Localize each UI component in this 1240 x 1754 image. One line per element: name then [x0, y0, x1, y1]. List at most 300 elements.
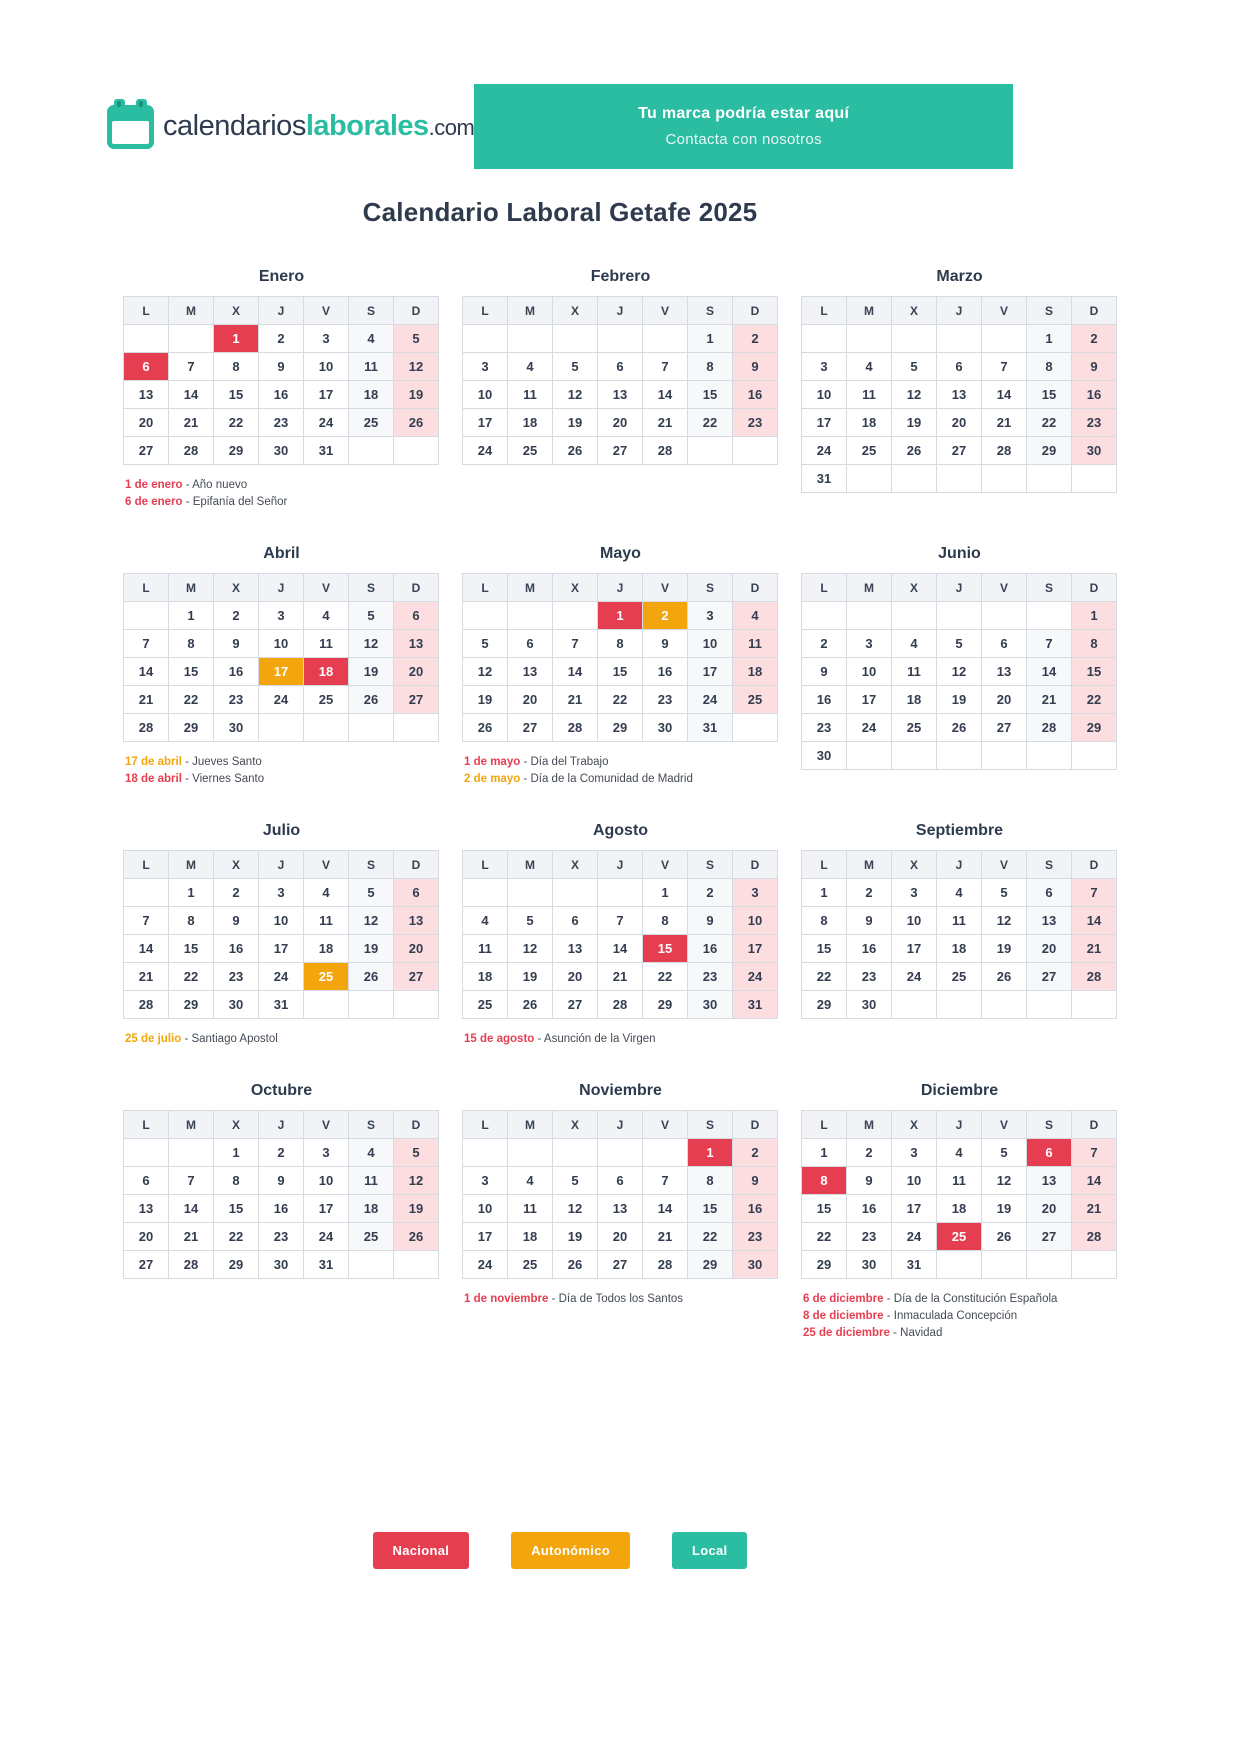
- day-cell: 6: [553, 907, 598, 935]
- day-cell: 5: [394, 1139, 439, 1167]
- day-cell: 19: [463, 686, 508, 714]
- week-row: [124, 935, 439, 963]
- day-cell-empty: [892, 991, 937, 1019]
- day-cell: 29: [802, 991, 847, 1019]
- weekday-header: L: [124, 1111, 169, 1139]
- day-cell: 27: [124, 437, 169, 465]
- weekday-header: M: [169, 1111, 214, 1139]
- day-cell-empty: [847, 742, 892, 770]
- week-row: [124, 879, 439, 907]
- month-table: [462, 573, 778, 742]
- day-cell: 30: [1072, 437, 1117, 465]
- day-cell: 6: [598, 1167, 643, 1195]
- day-cell-empty: [553, 879, 598, 907]
- day-cell: 25: [508, 1251, 553, 1279]
- weekday-header-row: [802, 574, 1117, 602]
- day-cell: 6: [124, 1167, 169, 1195]
- day-cell-empty: [802, 325, 847, 353]
- site-logo[interactable]: [107, 105, 474, 149]
- day-cell: 4: [304, 602, 349, 630]
- holiday-note: [464, 1291, 779, 1308]
- day-cell: 27: [124, 1251, 169, 1279]
- day-cell: 21: [643, 409, 688, 437]
- weekday-header-row: [124, 297, 439, 325]
- day-cell-holiday: 25: [304, 963, 349, 991]
- month-notes: [123, 1031, 440, 1048]
- weekday-header: S: [1027, 574, 1072, 602]
- day-cell: 5: [349, 602, 394, 630]
- day-cell: 27: [598, 1251, 643, 1279]
- weekday-header: L: [802, 574, 847, 602]
- day-cell: 23: [802, 714, 847, 742]
- day-cell: 24: [892, 963, 937, 991]
- weekday-header: M: [169, 574, 214, 602]
- day-cell: 24: [463, 437, 508, 465]
- day-cell: 3: [259, 602, 304, 630]
- weekday-header: V: [304, 1111, 349, 1139]
- weekday-header: J: [937, 1111, 982, 1139]
- day-cell-empty: [1027, 742, 1072, 770]
- day-cell: 23: [847, 1223, 892, 1251]
- day-cell-empty: [1027, 1251, 1072, 1279]
- ad-banner[interactable]: [474, 84, 1013, 169]
- day-cell: 18: [937, 935, 982, 963]
- day-cell: 28: [553, 714, 598, 742]
- day-cell: 25: [847, 437, 892, 465]
- weekday-header: J: [937, 574, 982, 602]
- day-cell: 18: [937, 1195, 982, 1223]
- weekday-header: S: [688, 297, 733, 325]
- day-cell: 11: [463, 935, 508, 963]
- day-cell: 1: [802, 879, 847, 907]
- day-cell: 27: [553, 991, 598, 1019]
- day-cell: 20: [124, 409, 169, 437]
- day-cell: 11: [349, 1167, 394, 1195]
- weekday-header: V: [982, 297, 1027, 325]
- month-table: [462, 296, 778, 465]
- day-cell: 16: [802, 686, 847, 714]
- day-cell: 13: [598, 381, 643, 409]
- day-cell: 7: [124, 630, 169, 658]
- month-mayo: [462, 545, 779, 788]
- day-cell: 29: [643, 991, 688, 1019]
- day-cell: 19: [982, 935, 1027, 963]
- weekday-header: X: [214, 297, 259, 325]
- month-title: Febrero: [590, 268, 651, 285]
- day-cell: 1: [1072, 602, 1117, 630]
- week-row: [463, 409, 778, 437]
- day-cell-empty: [394, 991, 439, 1019]
- page-title: Calendario Laboral Getafe 2025: [362, 197, 758, 227]
- week-row: [124, 714, 439, 742]
- week-row: [463, 1223, 778, 1251]
- day-cell: 25: [892, 714, 937, 742]
- weekday-header: V: [643, 851, 688, 879]
- day-cell: 23: [688, 963, 733, 991]
- day-cell: 8: [598, 630, 643, 658]
- day-cell: 8: [169, 630, 214, 658]
- weekday-header: M: [847, 297, 892, 325]
- day-cell: 21: [169, 1223, 214, 1251]
- day-cell: 8: [214, 353, 259, 381]
- weekday-header: V: [304, 297, 349, 325]
- day-cell-empty: [463, 879, 508, 907]
- day-cell: 17: [802, 409, 847, 437]
- month-noviembre: [462, 1082, 779, 1308]
- day-cell: 17: [463, 1223, 508, 1251]
- day-cell: 26: [982, 963, 1027, 991]
- day-cell: 10: [733, 907, 778, 935]
- day-cell-empty: [937, 602, 982, 630]
- day-cell: 12: [982, 907, 1027, 935]
- week-row: [802, 935, 1117, 963]
- weekday-header: M: [508, 297, 553, 325]
- day-cell-empty: [733, 714, 778, 742]
- legend-local-button[interactable]: Local: [672, 1532, 747, 1569]
- week-row: [463, 991, 778, 1019]
- day-cell: 20: [598, 1223, 643, 1251]
- weekday-header: S: [349, 297, 394, 325]
- day-cell: 27: [1027, 963, 1072, 991]
- day-cell: 11: [304, 630, 349, 658]
- month-table: [123, 850, 439, 1019]
- weekday-header: V: [304, 851, 349, 879]
- day-cell: 16: [688, 935, 733, 963]
- day-cell: 4: [508, 353, 553, 381]
- day-cell: 18: [847, 409, 892, 437]
- month-title: Enero: [258, 268, 305, 285]
- day-cell: 4: [349, 325, 394, 353]
- day-cell: 16: [214, 935, 259, 963]
- weekday-header: M: [169, 851, 214, 879]
- day-cell: 19: [553, 1223, 598, 1251]
- day-cell: 2: [847, 1139, 892, 1167]
- week-row: [802, 963, 1117, 991]
- day-cell: 13: [394, 630, 439, 658]
- day-cell: 2: [214, 879, 259, 907]
- day-cell: 26: [937, 714, 982, 742]
- day-cell: 6: [937, 353, 982, 381]
- day-cell: 29: [169, 714, 214, 742]
- month-table: [462, 1110, 778, 1279]
- day-cell: 26: [892, 437, 937, 465]
- day-cell: 22: [802, 1223, 847, 1251]
- week-row: [802, 409, 1117, 437]
- note-text: - Asunción de la Virgen: [534, 1033, 656, 1045]
- holiday-note: [803, 1325, 1118, 1342]
- week-row: [802, 658, 1117, 686]
- day-cell: 10: [688, 630, 733, 658]
- day-cell: 8: [1072, 630, 1117, 658]
- month-notes: [801, 1291, 1118, 1342]
- day-cell-empty: [508, 602, 553, 630]
- day-cell: 12: [553, 1195, 598, 1223]
- day-cell: 31: [892, 1251, 937, 1279]
- week-row: [124, 1139, 439, 1167]
- holiday-note: [125, 477, 440, 494]
- month-table: [123, 1110, 439, 1279]
- day-cell: 14: [124, 935, 169, 963]
- week-row: [124, 658, 439, 686]
- day-cell: 21: [169, 409, 214, 437]
- day-cell-empty: [802, 602, 847, 630]
- day-cell: 18: [304, 935, 349, 963]
- day-cell: 30: [802, 742, 847, 770]
- weekday-header: L: [124, 851, 169, 879]
- week-row: [802, 742, 1117, 770]
- day-cell: 2: [1072, 325, 1117, 353]
- day-cell-empty: [124, 325, 169, 353]
- weekday-header: X: [892, 851, 937, 879]
- weekday-header: S: [688, 1111, 733, 1139]
- day-cell-empty: [982, 742, 1027, 770]
- weekday-header: D: [1072, 851, 1117, 879]
- week-row: [463, 381, 778, 409]
- day-cell-empty: [598, 879, 643, 907]
- holiday-note: [125, 1031, 440, 1048]
- day-cell-empty: [643, 1139, 688, 1167]
- day-cell: 13: [508, 658, 553, 686]
- day-cell-empty: [169, 1139, 214, 1167]
- day-cell-empty: [1027, 991, 1072, 1019]
- day-cell: 22: [643, 963, 688, 991]
- weekday-header-row: [802, 851, 1117, 879]
- week-row: [802, 381, 1117, 409]
- weekday-header: X: [553, 851, 598, 879]
- day-cell: 12: [553, 381, 598, 409]
- day-cell: 26: [394, 1223, 439, 1251]
- weekday-header: X: [892, 1111, 937, 1139]
- week-row: [124, 686, 439, 714]
- day-cell: 8: [688, 353, 733, 381]
- day-cell: 19: [892, 409, 937, 437]
- day-cell: 29: [598, 714, 643, 742]
- day-cell: 30: [214, 991, 259, 1019]
- month-title: Marzo: [936, 268, 983, 285]
- day-cell: 9: [847, 907, 892, 935]
- logo-part1: calendarios: [163, 110, 306, 142]
- weekday-header: L: [463, 1111, 508, 1139]
- day-cell-holiday: 2: [643, 602, 688, 630]
- day-cell: 6: [394, 602, 439, 630]
- day-cell: 20: [508, 686, 553, 714]
- weekday-header: J: [598, 297, 643, 325]
- day-cell: 12: [349, 630, 394, 658]
- weekday-header: X: [553, 1111, 598, 1139]
- day-cell: 31: [802, 465, 847, 493]
- weekday-header: D: [733, 851, 778, 879]
- day-cell: 19: [349, 658, 394, 686]
- day-cell: 15: [169, 935, 214, 963]
- day-cell: 30: [643, 714, 688, 742]
- day-cell-empty: [598, 1139, 643, 1167]
- day-cell-empty: [688, 437, 733, 465]
- note-date: 6 de diciembre: [803, 1293, 884, 1305]
- weekday-header: J: [259, 851, 304, 879]
- day-cell: 27: [598, 437, 643, 465]
- day-cell-empty: [847, 325, 892, 353]
- day-cell: 1: [214, 1139, 259, 1167]
- day-cell: 11: [508, 381, 553, 409]
- week-row: [802, 1195, 1117, 1223]
- day-cell: 15: [688, 381, 733, 409]
- month-octubre: [123, 1082, 440, 1279]
- day-cell: 28: [1072, 1223, 1117, 1251]
- day-cell: 9: [259, 353, 304, 381]
- note-date: 2 de mayo: [464, 773, 521, 785]
- day-cell-empty: [892, 465, 937, 493]
- day-cell-empty: [394, 1251, 439, 1279]
- week-row: [124, 1223, 439, 1251]
- month-julio: [123, 822, 440, 1048]
- day-cell: 9: [259, 1167, 304, 1195]
- weekday-header: S: [349, 574, 394, 602]
- legend-nacional-button[interactable]: Nacional: [373, 1532, 470, 1569]
- holiday-note: [464, 1031, 779, 1048]
- day-cell-empty: [508, 1139, 553, 1167]
- day-cell: 7: [1072, 879, 1117, 907]
- day-cell: 14: [1072, 907, 1117, 935]
- day-cell: 14: [553, 658, 598, 686]
- day-cell: 9: [733, 1167, 778, 1195]
- day-cell: 1: [643, 879, 688, 907]
- day-cell: 9: [214, 630, 259, 658]
- day-cell: 18: [508, 1223, 553, 1251]
- holiday-note: [803, 1291, 1118, 1308]
- note-text: - Navidad: [889, 1327, 943, 1339]
- day-cell: 7: [598, 907, 643, 935]
- day-cell: 1: [169, 602, 214, 630]
- weekday-header: V: [643, 574, 688, 602]
- weekday-header: L: [124, 574, 169, 602]
- month-table: [801, 573, 1117, 770]
- day-cell: 11: [937, 907, 982, 935]
- day-cell-empty: [1072, 991, 1117, 1019]
- week-row: [802, 437, 1117, 465]
- day-cell-holiday: 15: [643, 935, 688, 963]
- week-row: [463, 658, 778, 686]
- weekday-header: S: [1027, 1111, 1072, 1139]
- weekday-header: D: [1072, 574, 1117, 602]
- day-cell: 8: [1027, 353, 1072, 381]
- note-text: - Día de la Comunidad de Madrid: [520, 773, 693, 785]
- day-cell: 22: [169, 963, 214, 991]
- day-cell: 31: [688, 714, 733, 742]
- day-cell-empty: [349, 1251, 394, 1279]
- note-text: - Día del Trabajo: [520, 756, 609, 768]
- day-cell-empty: [463, 602, 508, 630]
- day-cell: 20: [937, 409, 982, 437]
- day-cell: 26: [982, 1223, 1027, 1251]
- day-cell-holiday: 6: [124, 353, 169, 381]
- day-cell: 25: [937, 963, 982, 991]
- day-cell-empty: [982, 1251, 1027, 1279]
- day-cell: 15: [688, 1195, 733, 1223]
- day-cell: 9: [733, 353, 778, 381]
- day-cell: 18: [349, 1195, 394, 1223]
- day-cell-holiday: 1: [214, 325, 259, 353]
- day-cell: 27: [1027, 1223, 1072, 1251]
- day-cell: 19: [508, 963, 553, 991]
- day-cell-empty: [937, 1251, 982, 1279]
- weekday-header: D: [733, 574, 778, 602]
- day-cell: 7: [1027, 630, 1072, 658]
- day-cell: 17: [304, 381, 349, 409]
- month-diciembre: [801, 1082, 1118, 1342]
- day-cell: 28: [1027, 714, 1072, 742]
- week-row: [802, 1139, 1117, 1167]
- day-cell: 4: [733, 602, 778, 630]
- day-cell: 9: [643, 630, 688, 658]
- day-cell: 31: [259, 991, 304, 1019]
- day-cell: 7: [169, 1167, 214, 1195]
- month-title: Octubre: [250, 1082, 313, 1099]
- day-cell: 18: [508, 409, 553, 437]
- banner-contact-link[interactable]: Contacta con nosotros: [665, 131, 822, 148]
- day-cell: 12: [982, 1167, 1027, 1195]
- weekday-header: S: [1027, 297, 1072, 325]
- day-cell-empty: [847, 602, 892, 630]
- day-cell: 19: [553, 409, 598, 437]
- month-table: [801, 296, 1117, 493]
- day-cell: 7: [1072, 1139, 1117, 1167]
- day-cell: 10: [892, 907, 937, 935]
- day-cell: 8: [169, 907, 214, 935]
- legend-autonomico-button[interactable]: Autonómico: [511, 1532, 630, 1569]
- month-table: [462, 850, 778, 1019]
- day-cell: 24: [688, 686, 733, 714]
- day-cell-empty: [349, 714, 394, 742]
- day-cell: 17: [892, 1195, 937, 1223]
- day-cell: 9: [1072, 353, 1117, 381]
- day-cell: 15: [169, 658, 214, 686]
- week-row: [463, 907, 778, 935]
- holiday-note: [125, 754, 440, 771]
- day-cell-empty: [937, 991, 982, 1019]
- week-row: [802, 602, 1117, 630]
- day-cell: 30: [259, 1251, 304, 1279]
- note-date: 1 de enero: [125, 479, 183, 491]
- weekday-header: L: [124, 297, 169, 325]
- holiday-note: [125, 771, 440, 788]
- day-cell: 8: [688, 1167, 733, 1195]
- day-cell: 15: [214, 1195, 259, 1223]
- month-enero: [123, 268, 440, 511]
- day-cell: 30: [688, 991, 733, 1019]
- day-cell: 4: [892, 630, 937, 658]
- weekday-header: M: [847, 574, 892, 602]
- weekday-header: X: [553, 297, 598, 325]
- day-cell: 20: [982, 686, 1027, 714]
- day-cell: 14: [1027, 658, 1072, 686]
- weekday-header: J: [598, 851, 643, 879]
- weekday-header: X: [214, 1111, 259, 1139]
- day-cell-empty: [982, 325, 1027, 353]
- day-cell: 3: [463, 1167, 508, 1195]
- month-junio: [801, 545, 1118, 770]
- day-cell: 22: [214, 1223, 259, 1251]
- day-cell-empty: [349, 991, 394, 1019]
- day-cell: 26: [553, 437, 598, 465]
- weekday-header: M: [508, 574, 553, 602]
- day-cell: 31: [304, 437, 349, 465]
- day-cell: 24: [259, 963, 304, 991]
- weekday-header: D: [733, 297, 778, 325]
- day-cell-empty: [892, 325, 937, 353]
- day-cell-holiday: 1: [688, 1139, 733, 1167]
- day-cell: 31: [733, 991, 778, 1019]
- day-cell: 26: [394, 409, 439, 437]
